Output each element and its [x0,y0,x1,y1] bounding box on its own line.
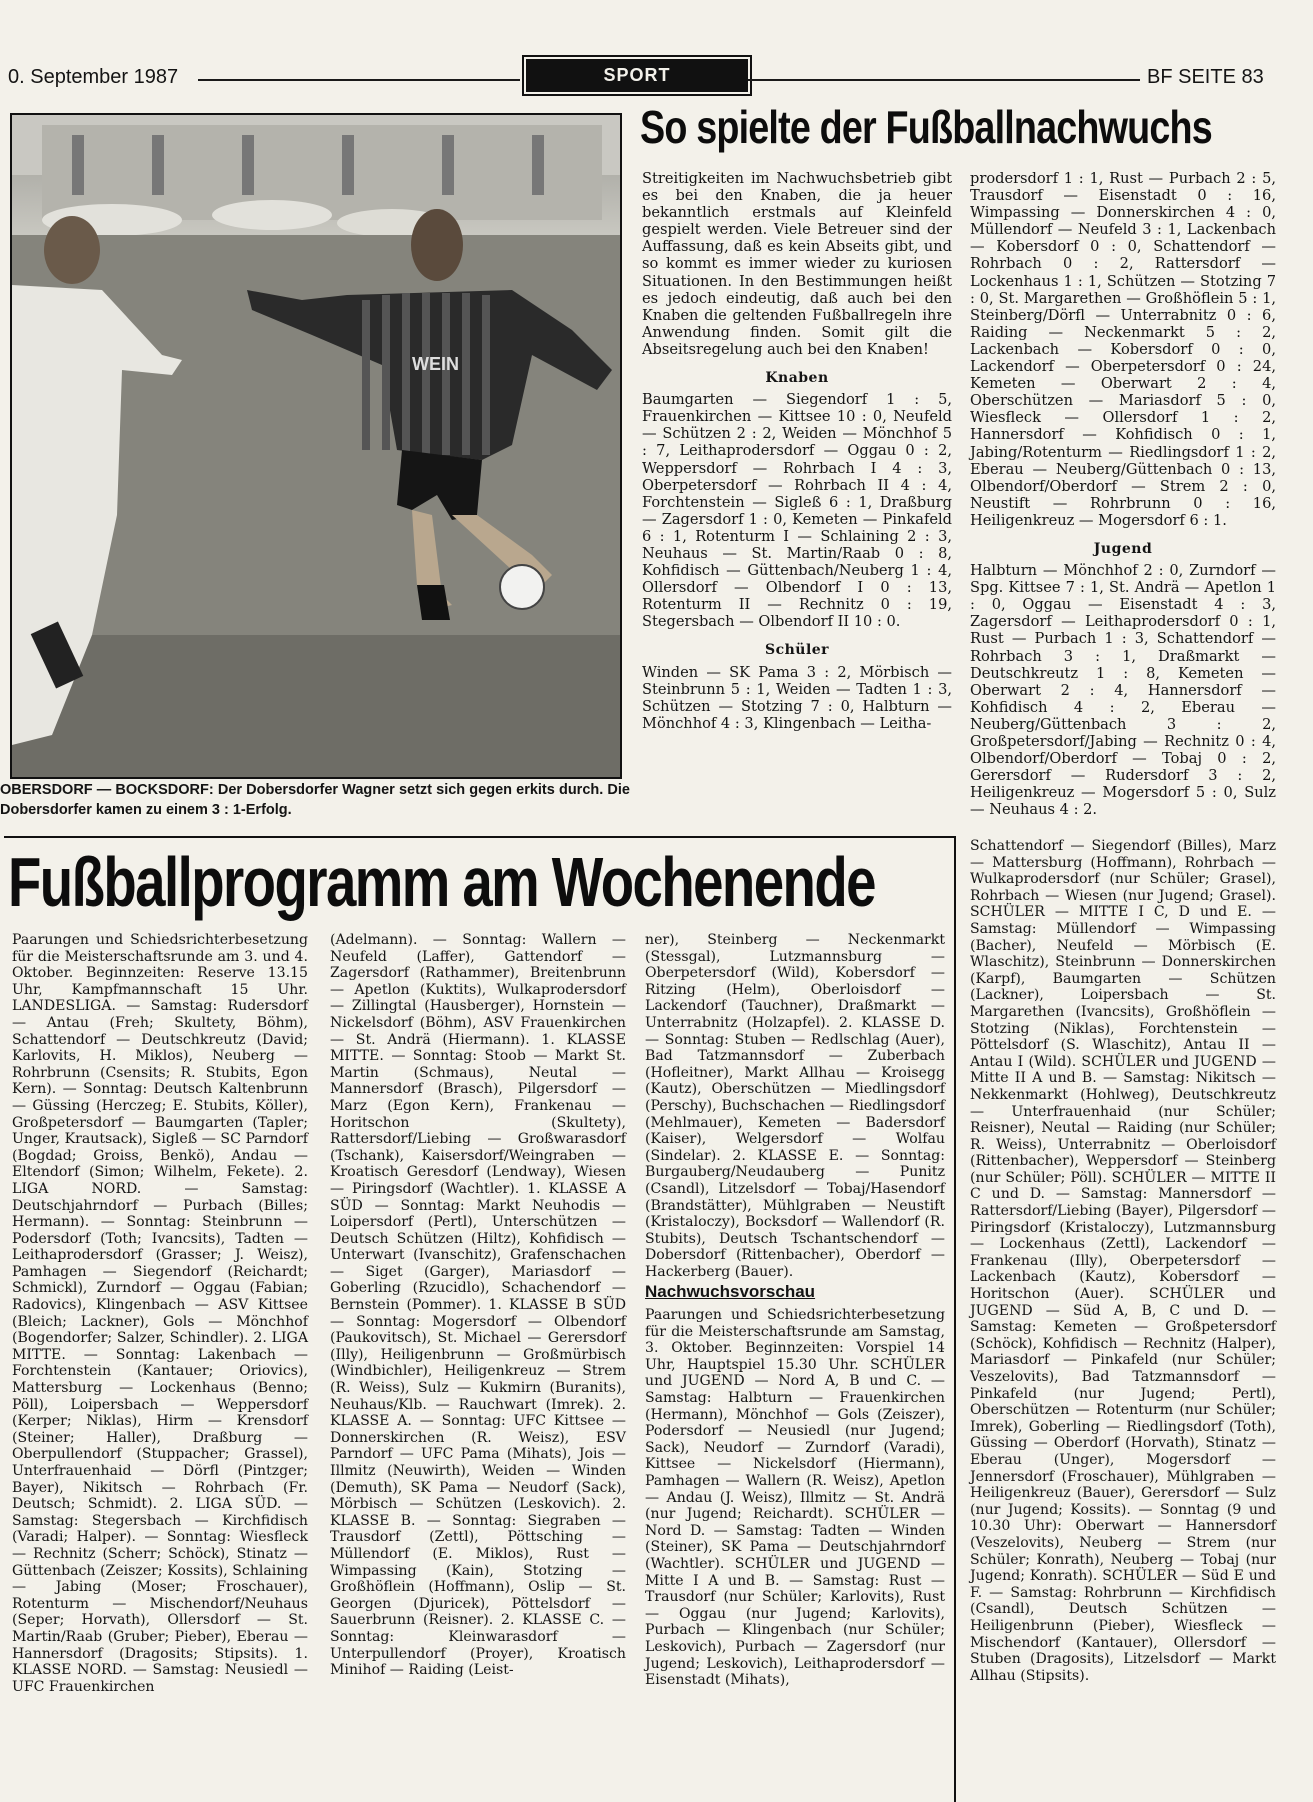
program-text-1: Paarungen und Schiedsrichterbesetzung für die Meisterschaftsrunde am 3. und 4. Oktober. Beginnzeiten: Reserve 13.15 Uhr, Kampfmannschaft 15 Uhr. LANDESLIGA. — Samstag: Rudersdorf — Antau (Freh; Skultety, Böhm), Schattendorf — Deutschkreutz (David; Karlovits, H. Miklos), Neuberg — Rohrbrunn (Csensits; R. Stubits, Egon Kern). — Sonntag: Deutsch Kaltenbrunn — Güssing (Herczeg; E. Stubits, Köller), Großpetersdorf — Baumgarten (Tapler; Unger, Krautsack), Sigleß — SC Parndorf (Bogdad; Groiss, Benkö), Andau — Eltendorf (Simon; Wilhelm, Fekete). 2. LIGA NORD. — Samstag: Deutschjahrndorf — Purbach (Billes; Hermann). — Sonntag: Steinbrunn — Podersdorf (Toth; Ivancsits), Tadten — Leithaprodersdorf (Grasser; J. Weisz), Pamhagen — Siegendorf (Reichardt; Schmickl), Zurndorf — Oggau (Fabian; Radovics), Klingenbach — ASV Kittsee (Bleich; Lackner), Gols — Mönchhof (Bogendorfer; Salzer, Schindler). 2. LIGA MITTE. — Sonntag: Lakenbach — Forchtenstein (Kantauer; Oriovics), Mattersburg — Lockenhaus (Benno; Pöll), Loipersbach — Weppersdorf (Kerper; Niklas), Hirm — Krensdorf (Steiner; Haller), Draßburg — Oberpullendorf (Stuppacher; Grassel), Unterfrauenhaid — Dörfl (Pintzger; Bayer), Nikitsch — Rohrbach (Fr. Deutsch; Schmidt). 2. LIGA SÜD. — Samstag: Stegersbach — Kirchfidisch (Varadi; Halper). — Sonntag: Wiesfleck — Rechnitz (Scherr; Schöck), Stinatz — Güttenbach (Zeiszer; Kossits), Schlaining — Jabing (Moser; Froschauer), Rotenturm — Mischendorf/Neuhaus (Seper; Horvath), Ollersdorf — St. Martin/Raab (Gruber; Pieber), Eberau — Hannersdorf (Dragosits; Stipsits). 1. KLASSE NORD. — Samstag: Neusiedl — UFC Frauenkirchen [12,932,308,1695]
program-column-2 [330,932,626,1679]
program-text-4: Schattendorf — Siegendorf (Billes), Marz — Mattersburg (Hoffmann), Rohrbach — Wulkaprodersdorf (nur Schüler; Grasel), Rohrbach — Wiesen (nur Jugend; Grasel). SCHÜLER — MITTE I C, D und E. — Samstag: Müllendorf — Wimpassing (Bacher), Neufeld — Mörbisch (E. Wlaschitz), Steinbrunn — Donnerskirchen (Karpf), Baumgarten — Schützen (Lackner), Loipersbach — St. Margarethen (Ivancsits), Großhöflein — Stotzing (Niklas), Forchtenstein — Pöttelsdorf (S. Wlaschitz), Antau II — Antau I (Wild). SCHÜLER und JUGEND — Mitte II A und B. — Samstag: Nikitsch — Nekkenmarkt (Hohlweg), Deutschkreutz — Unterfrauenhaid (nur Schüler; Reisner), Neutal — Raiding (nur Schüler; R. Weiss), Unterrabnitz — Oberloisdorf (Rittenbacher), Weppersdorf — Steinberg (nur Schüler; Pöll). SCHÜLER — MITTE II C und D. — Samstag: Mannersdorf — Rattersdorf/Liebing (Bayer), Pilgersdorf — Piringsdorf (Kristaloczy), Lutzmannsburg — Lockenhaus (Zettl), Lackendorf — Frankenau (Illy), Oberpetersdorf — Lackenbach (Kautz), Kobersdorf — Horitschon (Auer). SCHÜLER und JUGEND — Süd A, B, C und D. — Samstag: Kemeten — Großpetersdorf (Schöck), Kohfidisch — Rechnitz (Halper), Mariasdorf — Pinkafeld (nur Schüler; Veszelovits), Bad Tatzmannsdorf — Pinkafeld (nur Jugend; Pertl), Oberschützen — Rotenturm (nur Schüler; Imrek), Goberling — Riedlingsdorf (Toth), Güssing — Oberdorf (Horvath), Stinatz — Eberau (Unger), Mogersdorf — Jennersdorf (Froschauer), Mühlgraben — Heiligenkreuz (Bauer), Gerersdorf — Sulz (nur Jugend; Kossits). — Sonntag (9 und 10.30 Uhr): Oberwart — Hannersdorf (Veszelovits), Neuberg — Strem (nur Schüler; Konrath), Neuberg — Tobaj (nur Jugend; Konrath). SCHÜLER — Süd E und F. — Samstag: Rohrbrunn — Kirchfidisch (Csandl), Deutsch Schützen — Heiligenbrunn (Pieber), Wiesfleck — Mischendorf (Kantauer), Ollersdorf — Stuben (Dragosits), Litzelsdorf — Markt Allhau (Stipsits). [970,838,1276,1684]
program-text-3: ner), Steinberg — Neckenmarkt (Stessgal), Lutzmannsburg — Oberpetersdorf (Wild), Kobersdorf — Ritzing (Helm), Oberloisdorf — Lackendorf (Tauchner), Draßmarkt — Unterrabnitz (Holzapfel). 2. KLASSE D. — Sonntag: Stuben — Redlschlag (Auer), Bad Tatzmannsdorf — Zuberbach (Hofleitner), Markt Allhau — Kroisegg (Kautz), Oberschützen — Miedlingsdorf (Perschy), Buchschachen — Riedlingsdorf (Mehlmauer), Kemeten — Badersdorf (Kaiser), Welgersdorf — Wolfau (Sindelar). 2. KLASSE E. — Sonntag: Burgauberg/Neudauberg — Punitz (Csandl), Litzelsdorf — Tobaj/Hasendorf (Brandstätter), Mühlgraben — Neustift (Kristaloczy), Bocksdorf — Wallendorf (R. Stubits), Deutsch Tschantschendorf — Dobersdorf (Rittenbacher), Oberdorf — Hackerberg (Bauer). [645,932,945,1280]
program-text-2: (Adelmann). — Sonntag: Wallern — Neufeld (Laffer), Gattendorf — Zagersdorf (Rathammer), Breitenbrunn — Apetlon (Kuktits), Wulkaprodersdorf — Zillingtal (Hausberger), Hornstein — Nickelsdorf (Böhm), ASV Frauenkirchen — St. Andrä (Hiermann). 1. KLASSE MITTE. — Sonntag: Stoob — Markt St. Martin (Schmaus), Neutal — Mannersdorf (Brasch), Pilgersdorf — Marz (Egon Kern), Frankenau — Horitschon (Skultety), Rattersdorf/Liebing — Großwarasdorf (Tschank), Kaisersdorf/Weingraben — Kroatisch Geresdorf (Lendway), Wiesen — Piringsdorf (Wachtler). 1. KLASSE A SÜD — Sonntag: Markt Neuhodis — Loipersdorf (Pertl), Unterschützen — Deutsch Schützen (Hiltz), Kohfidisch — Unterwart (Ivanschitz), Grafenschachen — Siget (Garger), Mariasdorf — Goberling (Rzucidlo), Schachendorf — Bernstein (Pommer). 1. KLASSE B SÜD — Sonntag: Mogersdorf — Olbendorf (Paukovitsch), St. Michael — Gerersdorf (Illy), Heiligenbrunn — Großmürbisch (Windbichler), Heiligenkreuz — Strem (R. Weiss), Sulz — Kukmirn (Buranits), Neuhaus/Klb. — Rauchwart (Imrek). 2. KLASSE A. — Sonntag: UFC Kittsee — Donnerskirchen (R. Weisz), ESV Parndorf — UFC Pama (Mihats), Jois — Illmitz (Neuwirth), Weiden — Winden (Demuth), SK Pama — Neudorf (Sack), Mörbisch — Schützen (Leskovich). 2. KLASSE B. — Sonntag: Siegraben — Trausdorf (Zettl), Pöttsching — Müllendorf (E. Miklos), Rust — Wimpassing (Kain), Stotzing — Großhöflein (Hoffmann), Oslip — St. Georgen (Djuricek), Pöttelsdorf — Sauerbrunn (Reisner). 2. KLASSE C. — Sonntag: Kleinwarasdorf — Unterpullendorf (Proyer), Kroatisch Minihof — Raiding (Leist- [330,932,626,1679]
knaben-results: Baumgarten — Siegendorf 1 : 5, Frauenkirchen — Kittsee 10 : 0, Neufeld — Schützen 2 : 2, Weiden — Mönchhof 5 : 7, Leithaprodersdorf — Oggau 0 : 2, Weppersdorf — Rohrbach I 4 : 3, Oberpetersdorf — Rohrbach II 4 : 4, Forchtenstein — Sigleß 6 : 1, Draßburg — Zagersdorf 1 : 0, Kemeten — Pinkafeld 6 : 1, Rotenturm I — Schlaining 2 : 3, Neuhaus — St. Martin/Raab 0 : 8, Kohfidisch — Güttenbach/Neuberg 1 : 4, Ollersdorf — Olbendorf I 0 : 13, Rotenturm II — Rechnitz 0 : 19, Stegersbach — Olbendorf II 10 : 0. [642,391,952,631]
headline-bottom: Fußballprogramm am Wochenende [8,843,875,921]
program-text-3b: Paarungen und Schiedsrichterbesetzung für die Meisterschaftsrunde am Samstag, 3. Oktober. Beginnzeiten: Vorspiel 14 Uhr, Hauptspiel 15.30 Uhr. SCHÜLER und JUGEND — Nord A, B und C. — Samstag: Halbturn — Frauenkirchen (Hermann), Mönchhof — Gols (Zeiszer), Podersdorf — Neusiedl (nur Jugend; Sack), Neudorf — Zurndorf (Varadi), Kittsee — Nickelsdorf (Hiermann), Pamhagen — Wallern (R. Weisz), Apetlon — Andau (J. Weisz), Illmitz — St. Andrä (nur Jugend; Reichardt). SCHÜLER — Nord D. — Samstag: Tadten — Winden (Steiner), SK Pama — Deutschjahrndorf (Wachtler). SCHÜLER und JUGEND — Mitte I A und B. — Samstag: Rust — Trausdorf (nur Schüler; Karlovits), Rust — Oggau (nur Jugend; Karlovits), Purbach — Klingenbach (nur Schüler; Leskovich), Purbach — Zagersdorf (nur Jugend; Leskovich), Leithaprodersdorf — Eisenstadt (Mihats), [645,1307,945,1689]
schueler-heading: Schüler [764,642,830,659]
schueler-results-cont: prodersdorf 1 : 1, Rust — Purbach 2 : 5, Trausdorf — Eisenstadt 0 : 16, Wimpassing — Donnerskirchen 4 : 0, Müllendorf — Neufeld 3 : 1, Lackenbach — Kobersdorf 0 : 0, Schattendorf — Rohrbach 0 : 2, Rattersdorf — Lockenhaus 1 : 1, Schützen — Stotzing 7 : 0, St. Margarethen — Großhöflein 5 : 1, Steinberg/Dörfl — Unterrabnitz 0 : 6, Raiding — Neckenmarkt 5 : 2, Lackenbach — Kobersdorf 0 : 0, Lackendorf — Oberpetersdorf 0 : 24, Kemeten — Oberwart 2 : 4, Oberschützen — Mariasdorf 5 : 0, Wiesfleck — Ollersdorf 1 : 2, Hannersdorf — Kohfidisch 0 : 1, Jabing/Rotenturm — Riedlingsdorf 1 : 2, Eberau — Neuberg/Güttenbach 0 : 13, Olbendorf/Oberdorf — Strem 2 : 0, Neustift — Rohrbrunn 0 : 16, Heiligenkreuz — Mogersdorf 6 : 1. [970,170,1276,529]
schueler-results: Winden — SK Pama 3 : 2, Mörbisch — Steinbrunn 5 : 1, Weiden — Tadten 1 : 3, Schützen — Stotzing 7 : 0, Halbturn — Mönchhof 4 : 3, Klingenbach — Leitha- [642,663,952,732]
header-rule-right [748,79,1140,81]
program-column-1 [12,932,308,1695]
program-column-4 [970,838,1276,1684]
match-photo [10,113,622,779]
knaben-heading: Knaben [765,370,829,387]
nachwuchs-heading: Nachwuchsvorschau [645,1282,816,1302]
intro-text: Streitigkeiten im Nachwuchsbetrieb gibt es bei den Knaben, die ja heuer bekanntlich erstmals auf Kleinfeld gespielt werden. Viele Betreuer sind der Auffassung, daß es kein Abseits gibt, und so kommt es immer wieder zu kuriosen Situationen. In den Bestimmungen heißt es jedoch eindeutig, daß auch bei den Knaben die geltenden Fußballregeln ihre Anwendung finden. Somit gilt die Abseitsregelung auch bei den Knaben! [642,170,952,358]
page-number: BF SEITE 83 [1147,66,1264,88]
photo-caption: OBERSDORF — BOCKSDORF: Der Dobersdorfer Wagner setzt sich gegen erkits durch. Die Dobersdorfer kamen zu einem 3 : 1-Erfolg. [0,782,630,818]
shirt-sponsor: WEIN [412,354,459,374]
jugend-heading: Jugend [1093,540,1153,557]
jugend-results: Halbturn — Mönchhof 2 : 0, Zurndorf — Spg. Kittsee 7 : 1, St. Andrä — Apetlon 1 : 0, Oggau — Eisenstadt 4 : 3, Zagersdorf — Leithaprodersdorf 0 : 1, Rust — Purbach 1 : 3, Schattendorf — Rohrbach 3 : 1, Draßmarkt — Deutschkreutz 1 : 8, Kemeten — Oberwart 2 : 4, Hannersdorf — Kohfidisch 4 : 2, Eberau — Neuberg/Güttenbach 3 : 2, Großpetersdorf/Jabing — Rechnitz 0 : 4, Olbendorf/Oberdorf — Tobaj 0 : 2, Gerersdorf — Rudersdorf 3 : 2, Heiligenkreuz — Mogersdorf 5 : 0, Sulz — Neuhaus 4 : 2. [970,562,1276,819]
top-column-2 [970,170,1276,818]
header-rule-left [198,79,520,81]
section-label: SPORT [526,59,748,92]
issue-date: 0. September 1987 [8,66,179,88]
top-column-1 [642,170,952,732]
photo-illustration [12,115,620,777]
program-column-3 [645,932,945,1689]
headline-top: So spielte der Fußballnachwuchs [640,101,1212,153]
